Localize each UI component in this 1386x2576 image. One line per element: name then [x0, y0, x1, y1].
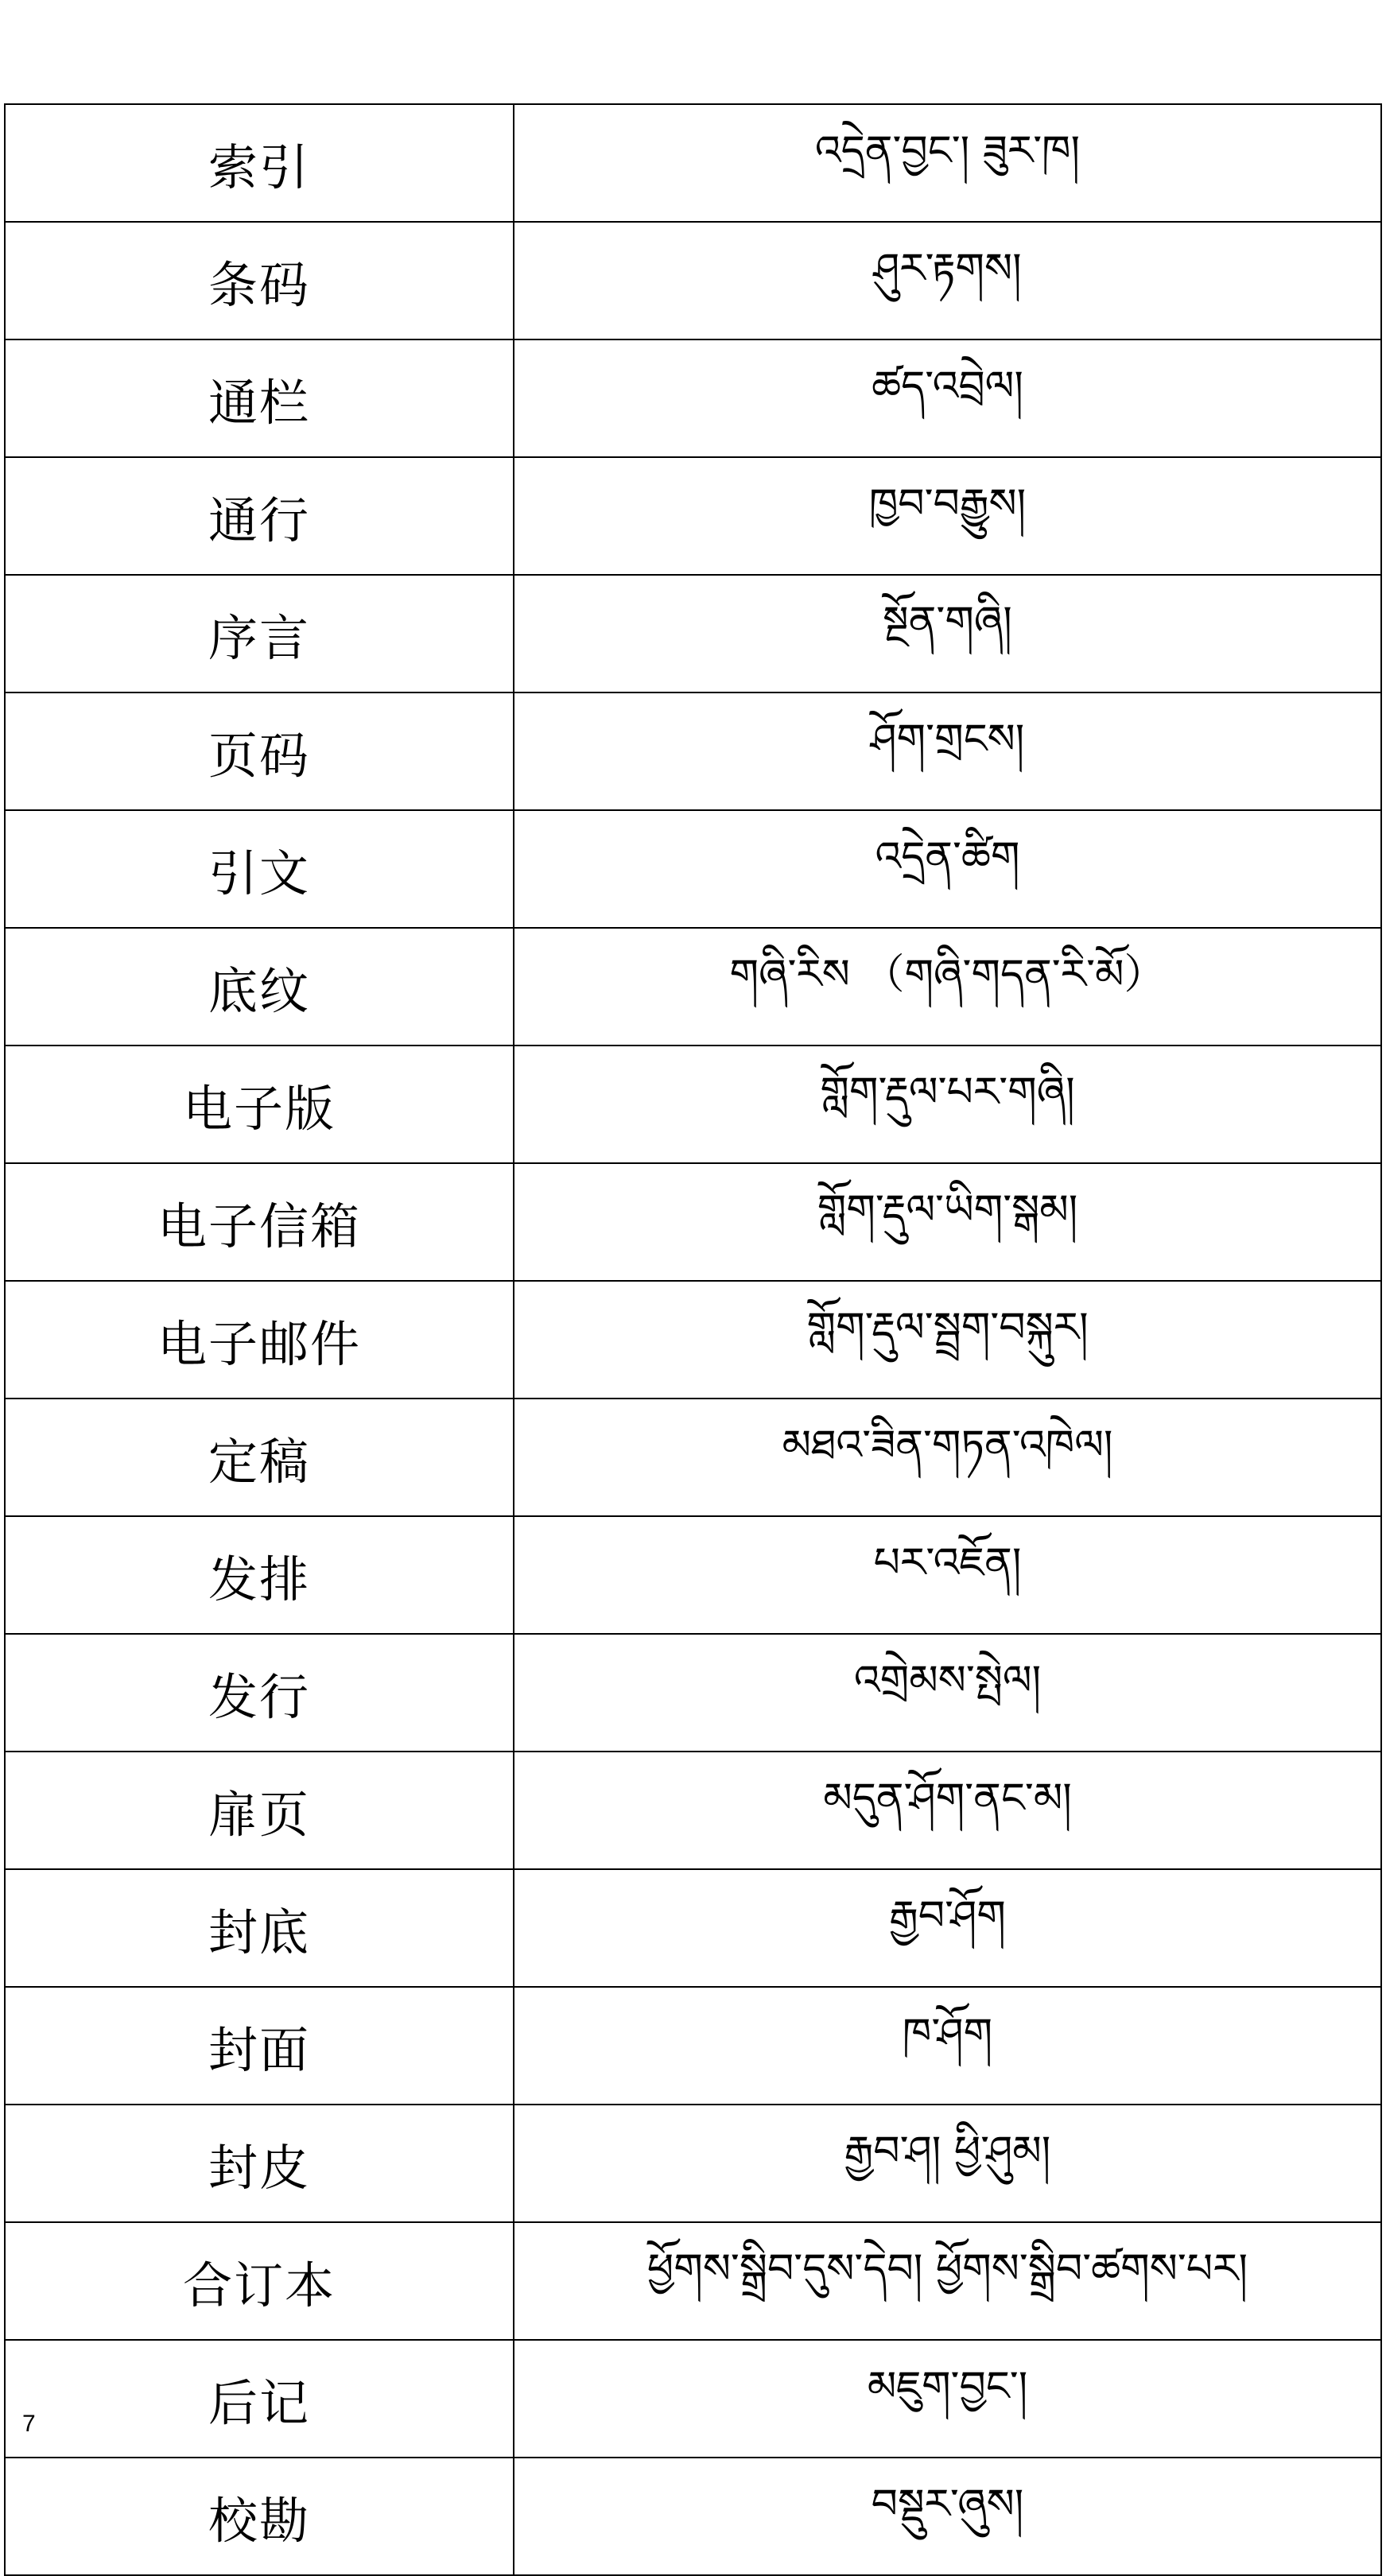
- chinese-term: 底纹: [5, 928, 514, 1046]
- tibetan-term: འདྲེན་ཚིག: [514, 810, 1381, 928]
- table-row: [5, 2340, 1381, 2458]
- tibetan-term: རྒྱབ་ཤོག: [514, 1869, 1381, 1987]
- tibetan-term: ཁྱབ་བརྒྱུས།: [514, 457, 1381, 575]
- table-row: [5, 2105, 1381, 2222]
- table-row: [5, 1516, 1381, 1634]
- chinese-term: 引文: [5, 810, 514, 928]
- chinese-term: 后记: [5, 2340, 514, 2458]
- table-row: [5, 1634, 1381, 1752]
- table-row: [5, 1163, 1381, 1281]
- table-row: [5, 692, 1381, 810]
- tibetan-term: རྒྱབ་ཤ། ཕྱི་ཤུམ།: [514, 2105, 1381, 2222]
- table-row: [5, 1869, 1381, 1987]
- tibetan-term: སྔོན་གཞི།: [514, 575, 1381, 692]
- tibetan-term: མཇུག་བྱང་།: [514, 2340, 1381, 2458]
- glossary-body: [5, 104, 1381, 2575]
- table-row: [5, 575, 1381, 692]
- chinese-term: 通行: [5, 457, 514, 575]
- tibetan-term: མདུན་ཤོག་ནང་མ།: [514, 1752, 1381, 1869]
- tibetan-term: གློག་རྡུལ་སྦྲག་བསྐུར།: [514, 1281, 1381, 1399]
- chinese-term: 扉页: [5, 1752, 514, 1869]
- tibetan-term: པར་འཇོན།: [514, 1516, 1381, 1634]
- tibetan-term: ཤུར་རྟགས།: [514, 222, 1381, 339]
- chinese-term: 电子信箱: [5, 1163, 514, 1281]
- chinese-term: 封底: [5, 1869, 514, 1987]
- chinese-term: 条码: [5, 222, 514, 339]
- table-row: [5, 222, 1381, 339]
- tibetan-term: བསྡུར་ཞུས།: [514, 2458, 1381, 2575]
- chinese-term: 合订本: [5, 2222, 514, 2340]
- chinese-term: 电子版: [5, 1046, 514, 1163]
- tibetan-term: ཕྱོགས་སྒྲིབ་དུས་དེབ། ཕྱོགས་སྒྲིབ་ཚགས་པར།: [514, 2222, 1381, 2340]
- chinese-term: 校勘: [5, 2458, 514, 2575]
- chinese-term: 电子邮件: [5, 1281, 514, 1399]
- tibetan-term: ཤོག་གྲངས།: [514, 692, 1381, 810]
- chinese-term: 索引: [5, 104, 514, 222]
- tibetan-term: འགྲེམས་སྤེལ།: [514, 1634, 1381, 1752]
- table-row: [5, 339, 1381, 457]
- tibetan-term: མཐའ་ཟིན་གཏན་འཁེལ།: [514, 1399, 1381, 1516]
- chinese-term: 定稿: [5, 1399, 514, 1516]
- table-row: [5, 457, 1381, 575]
- table-row: [5, 1987, 1381, 2105]
- table-row: [5, 928, 1381, 1046]
- tibetan-term: ཚད་འབྲེལ།: [514, 339, 1381, 457]
- tibetan-term: གློག་རྡུལ་པར་གཞི།: [514, 1046, 1381, 1163]
- table-row: [5, 104, 1381, 222]
- tibetan-term: གཞི་རིས （གཞི་གདན་རི་མོ）: [514, 928, 1381, 1046]
- chinese-term: 封皮: [5, 2105, 514, 2222]
- chinese-term: 页码: [5, 692, 514, 810]
- chinese-term: 通栏: [5, 339, 514, 457]
- table-row: [5, 1281, 1381, 1399]
- chinese-term: 封面: [5, 1987, 514, 2105]
- chinese-term: 序言: [5, 575, 514, 692]
- table-row: [5, 1046, 1381, 1163]
- page-number: 7: [22, 2411, 36, 2437]
- chinese-term: 发行: [5, 1634, 514, 1752]
- table-row: [5, 1752, 1381, 1869]
- tibetan-term: གློག་རྡུལ་ཡིག་སྒམ།: [514, 1163, 1381, 1281]
- table-row: [5, 2458, 1381, 2575]
- table-row: [5, 810, 1381, 928]
- table-row: [5, 2222, 1381, 2340]
- tibetan-term: འདྲེན་བྱང་། ཟུར་ཁ།: [514, 104, 1381, 222]
- table-row: [5, 1399, 1381, 1516]
- tibetan-term: ཁ་ཤོག: [514, 1987, 1381, 2105]
- chinese-term: 发排: [5, 1516, 514, 1634]
- glossary-table: [4, 103, 1382, 2576]
